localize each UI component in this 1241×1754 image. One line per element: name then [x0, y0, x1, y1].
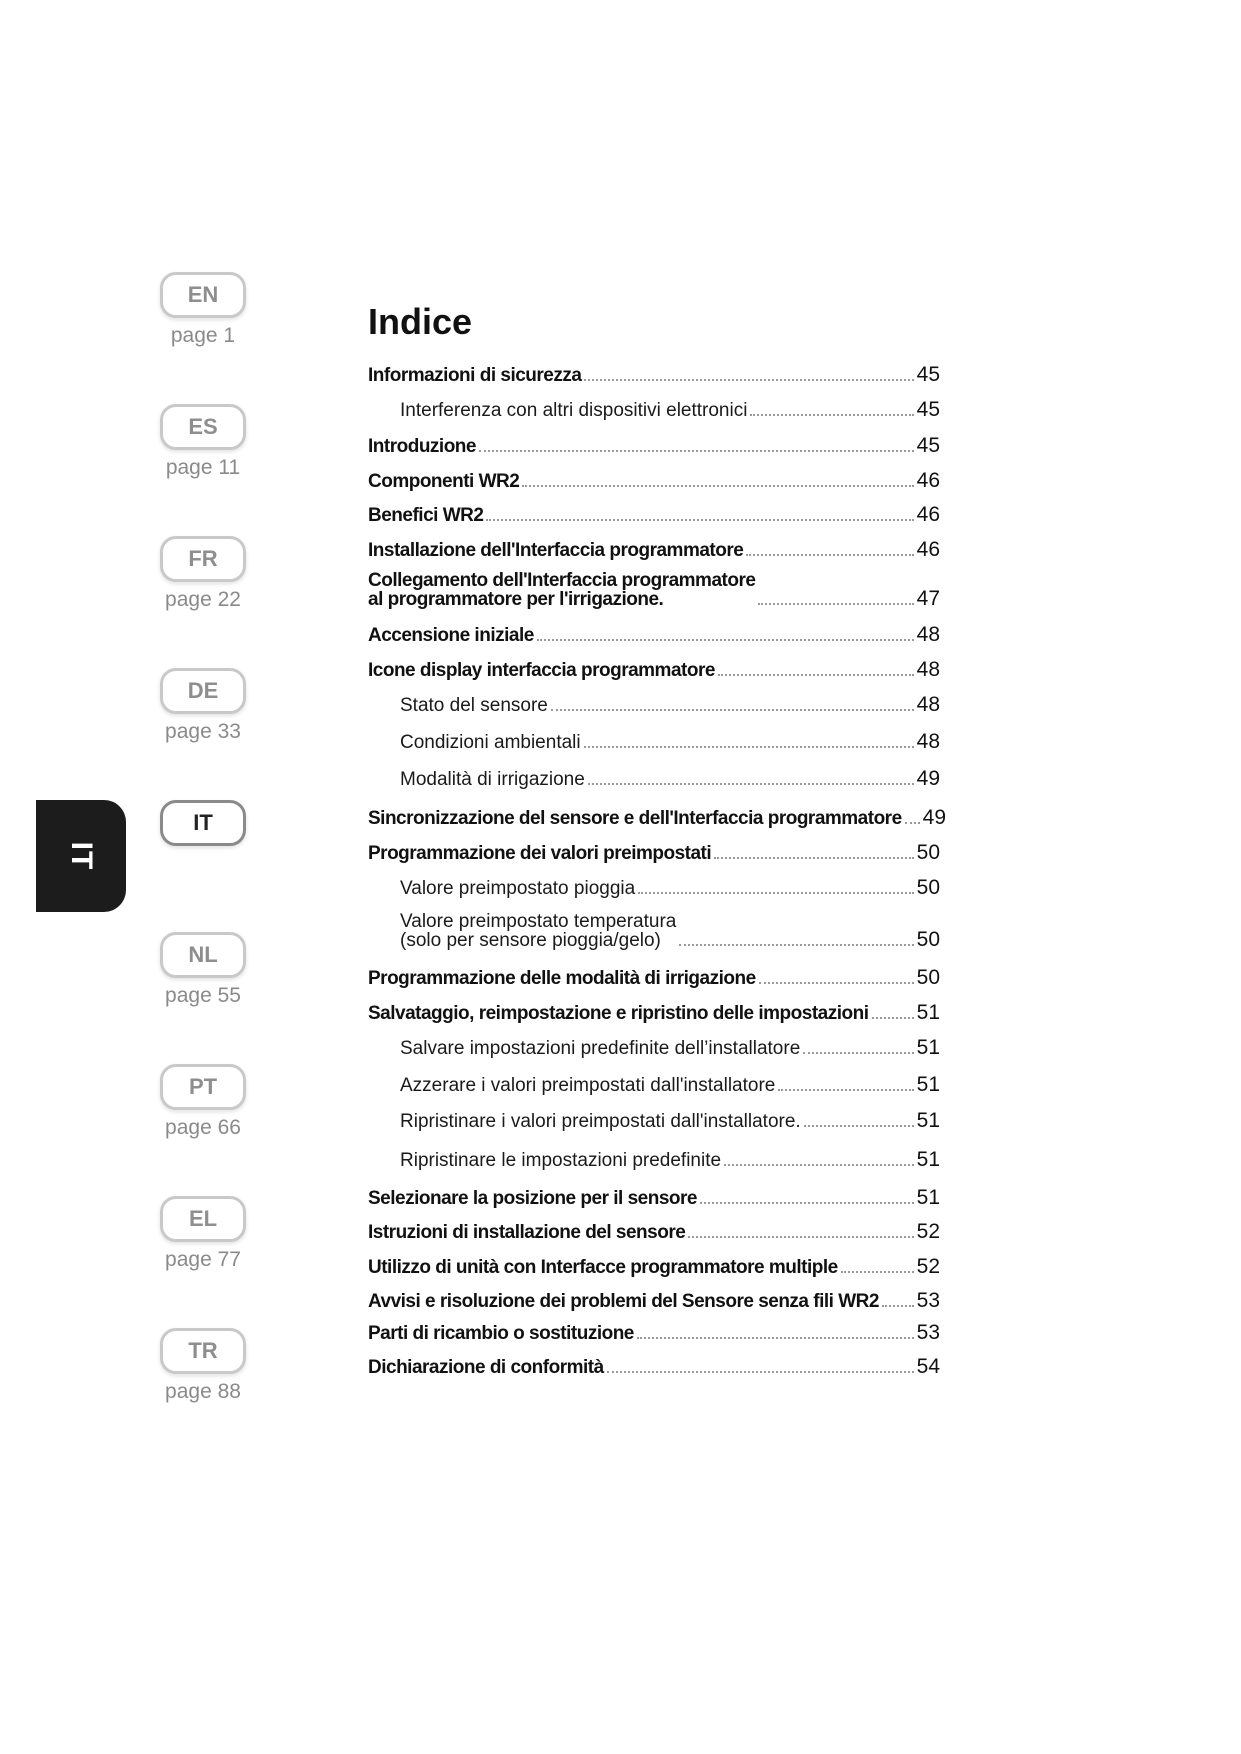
- toc-entry-text-line2: (solo per sensore pioggia/gelo): [400, 930, 661, 951]
- toc-entry-page: 48: [916, 693, 940, 716]
- active-language-tab: [36, 800, 126, 912]
- toc-subentry[interactable]: [400, 1037, 940, 1058]
- toc-entry-text-line1: Valore preimpostato temperatura: [400, 911, 677, 932]
- toc-entry-text: Introduzione: [368, 436, 476, 457]
- toc-leader-dots: [882, 1305, 914, 1307]
- toc-leader-dots: [872, 1017, 914, 1019]
- toc-subentry[interactable]: [400, 399, 940, 420]
- toc-entry-text: Sincronizzazione del sensore e dell'Interfaccia programmatore: [368, 808, 902, 829]
- toc-entry-page: 48: [916, 658, 940, 681]
- toc-entry[interactable]: [368, 967, 940, 988]
- toc-leader-dots: [758, 603, 913, 605]
- lang-page-en: page 1: [170, 324, 236, 347]
- lang-badge-nl[interactable]: NL: [160, 932, 246, 978]
- toc-entry-text: Ripristinare i valori preimpostati dall'installatore.: [400, 1111, 801, 1132]
- toc-entry-text: Programmazione dei valori preimpostati: [368, 843, 712, 864]
- toc-entry-text: Parti di ricambio o sostituzione: [368, 1323, 634, 1344]
- toc-entry-text: Istruzioni di installazione del sensore: [368, 1222, 686, 1243]
- toc-entry-text: Accensione iniziale: [368, 625, 534, 646]
- toc-entry[interactable]: [368, 1002, 940, 1023]
- toc-entry-page: 48: [916, 730, 940, 753]
- toc-entry-page: 46: [916, 503, 940, 526]
- lang-page-tr: page 88: [165, 1380, 241, 1403]
- toc-entry-text: Modalità di irrigazione: [400, 769, 585, 790]
- lang-page-nl: page 55: [165, 984, 241, 1007]
- toc-entry-page: 50: [916, 841, 940, 864]
- lang-page-es: page 11: [165, 456, 241, 479]
- toc-entry-text: Benefici WR2: [368, 505, 484, 526]
- lang-nav-fr[interactable]: [158, 536, 248, 612]
- toc-entry-text: Informazioni di sicurezza: [368, 365, 582, 386]
- toc-entry-text: Condizioni ambientali: [400, 732, 581, 753]
- toc-leader-dots: [537, 639, 914, 641]
- toc-entry-text-line1: Collegamento dell'Interfaccia programmatore: [368, 570, 756, 591]
- toc-leader-dots: [718, 674, 914, 676]
- toc-leader-dots: [551, 709, 914, 711]
- lang-badge-el[interactable]: EL: [160, 1196, 246, 1242]
- toc-entry-page: 52: [916, 1220, 940, 1243]
- toc-entry-text: Salvare impostazioni predefinite dell’installatore: [400, 1038, 801, 1059]
- toc-entry-page: 50: [916, 928, 940, 951]
- toc-leader-dots: [803, 1052, 913, 1054]
- toc-entry[interactable]: [368, 470, 940, 491]
- toc-entry-text: Azzerare i valori preimpostati dall'installatore: [400, 1075, 776, 1096]
- lang-badge-fr[interactable]: FR: [160, 536, 246, 582]
- toc-subentry[interactable]: [400, 1110, 940, 1131]
- toc-leader-dots: [724, 1164, 914, 1166]
- toc-entry-text: Selezionare la posizione per il sensore: [368, 1188, 697, 1209]
- toc-entry-text: [368, 571, 755, 609]
- toc-entry[interactable]: [368, 1256, 940, 1277]
- toc-entry-page: 50: [916, 876, 940, 899]
- lang-badge-pt[interactable]: PT: [160, 1064, 246, 1110]
- lang-nav-en[interactable]: [158, 272, 248, 348]
- toc-entry-text: Valore preimpostato pioggia: [400, 878, 636, 899]
- toc-leader-dots: [905, 822, 920, 824]
- toc-entry-page: 45: [916, 434, 940, 457]
- toc-entry[interactable]: [368, 624, 940, 645]
- toc-leader-dots: [778, 1089, 913, 1091]
- toc-entry-page: 51: [916, 1186, 940, 1209]
- toc-entry[interactable]: [368, 1221, 940, 1242]
- lang-page-fr: page 22: [165, 588, 241, 611]
- lang-badge-es[interactable]: ES: [160, 404, 246, 450]
- toc-entry-page: 47: [916, 587, 940, 610]
- toc-subentry[interactable]: [400, 768, 940, 789]
- toc-leader-dots: [607, 1371, 914, 1373]
- toc-entry-text: Utilizzo di unità con Interfacce programmatore multiple: [368, 1257, 838, 1278]
- toc-leader-dots: [638, 892, 913, 894]
- toc-subentry[interactable]: [400, 731, 940, 752]
- toc-title: Indice: [368, 301, 473, 342]
- toc-entry-page: 52: [916, 1255, 940, 1278]
- toc-subentry[interactable]: [400, 877, 940, 898]
- lang-nav-el[interactable]: [158, 1196, 248, 1272]
- toc-leader-dots: [486, 519, 913, 521]
- toc-entry-page: 54: [916, 1355, 940, 1378]
- lang-page-de: page 33: [165, 720, 241, 743]
- toc-entry[interactable]: [368, 807, 946, 828]
- toc-entry-page: 50: [916, 966, 940, 989]
- toc-entry-text: Installazione dell'Interfaccia programmatore: [368, 540, 744, 561]
- toc-entry-page: 51: [916, 1109, 940, 1132]
- toc-entry[interactable]: [368, 504, 940, 525]
- toc-leader-dots: [688, 1236, 913, 1238]
- toc-entry[interactable]: [368, 435, 940, 456]
- toc-leader-dots: [700, 1202, 914, 1204]
- lang-badge-en[interactable]: EN: [160, 272, 246, 318]
- lang-nav-tr[interactable]: [158, 1328, 248, 1404]
- toc-entry-page: 51: [916, 1036, 940, 1059]
- lang-badge-it[interactable]: IT: [160, 800, 246, 846]
- lang-badge-de[interactable]: DE: [160, 668, 246, 714]
- toc-entry-page: 48: [916, 623, 940, 646]
- toc-entry-page: 49: [916, 767, 940, 790]
- toc-entry[interactable]: [368, 1356, 940, 1377]
- toc-entry[interactable]: [368, 1187, 940, 1208]
- toc-entry[interactable]: [368, 842, 940, 863]
- toc-entry-page: 46: [916, 469, 940, 492]
- toc-entry-page: 49: [922, 806, 946, 829]
- toc-entry[interactable]: [368, 1322, 940, 1343]
- toc-leader-dots: [588, 783, 914, 785]
- toc-entry-text: [400, 912, 676, 950]
- lang-page-pt: page 66: [165, 1116, 241, 1139]
- toc-entry-page: 45: [916, 363, 940, 386]
- toc-entry-page: 53: [916, 1321, 940, 1344]
- toc-entry-text: Ripristinare le impostazioni predefinite: [400, 1150, 722, 1171]
- toc-leader-dots: [522, 485, 913, 487]
- toc-leader-dots: [637, 1337, 914, 1339]
- lang-nav-it[interactable]: [158, 800, 248, 846]
- toc-entry-page: 51: [916, 1001, 940, 1024]
- toc-leader-dots: [584, 746, 914, 748]
- toc-entry-page: 51: [916, 1148, 940, 1171]
- toc-entry-text: Dichiarazione di conformità: [368, 1357, 604, 1378]
- toc-entry-page: 51: [916, 1073, 940, 1096]
- lang-nav-de[interactable]: [158, 668, 248, 744]
- lang-nav-nl[interactable]: [158, 932, 248, 1008]
- lang-nav-es[interactable]: [158, 404, 248, 480]
- lang-nav-pt[interactable]: [158, 1064, 248, 1140]
- toc-leader-dots: [584, 379, 913, 381]
- toc-leader-dots: [479, 450, 914, 452]
- toc-subentry[interactable]: [400, 1074, 940, 1095]
- toc-leader-dots: [759, 982, 914, 984]
- toc-entry-text: Programmazione delle modalità di irrigazione: [368, 968, 756, 989]
- toc-entry-text: Interferenza con altri dispositivi elettronici: [400, 400, 748, 421]
- active-language-tab-label: IT: [65, 841, 98, 871]
- toc-entry-page: 53: [916, 1289, 940, 1312]
- toc-entry-page: 46: [916, 538, 940, 561]
- toc-subentry[interactable]: [400, 912, 940, 950]
- lang-page-el: page 77: [165, 1248, 241, 1271]
- toc-entry-text: Avvisi e risoluzione dei problemi del Sensore senza fili WR2: [368, 1291, 879, 1312]
- toc-entry-page: 45: [916, 398, 940, 421]
- toc-entry-text: Salvataggio, reimpostazione e ripristino delle impostazioni: [368, 1003, 869, 1024]
- toc-entry[interactable]: [368, 571, 940, 609]
- toc-entry-text-line2: al programmatore per l'irrigazione.: [368, 589, 664, 610]
- toc-leader-dots: [746, 554, 913, 556]
- toc-subentry[interactable]: [400, 694, 940, 715]
- toc-entry[interactable]: [368, 1290, 940, 1311]
- toc-entry-text: Icone display interfaccia programmatore: [368, 660, 715, 681]
- toc-entry-text: Componenti WR2: [368, 471, 520, 492]
- toc-entry[interactable]: [368, 539, 940, 560]
- toc-entry[interactable]: [368, 659, 940, 680]
- toc-leader-dots: [750, 414, 913, 416]
- toc-leader-dots: [841, 1271, 914, 1273]
- toc-entry[interactable]: [368, 364, 940, 385]
- toc-entry-text: Stato del sensore: [400, 695, 548, 716]
- toc-leader-dots: [714, 857, 913, 859]
- lang-badge-tr[interactable]: TR: [160, 1328, 246, 1374]
- toc-subentry[interactable]: [400, 1149, 940, 1170]
- toc-leader-dots: [804, 1125, 914, 1127]
- toc-leader-dots: [679, 944, 913, 946]
